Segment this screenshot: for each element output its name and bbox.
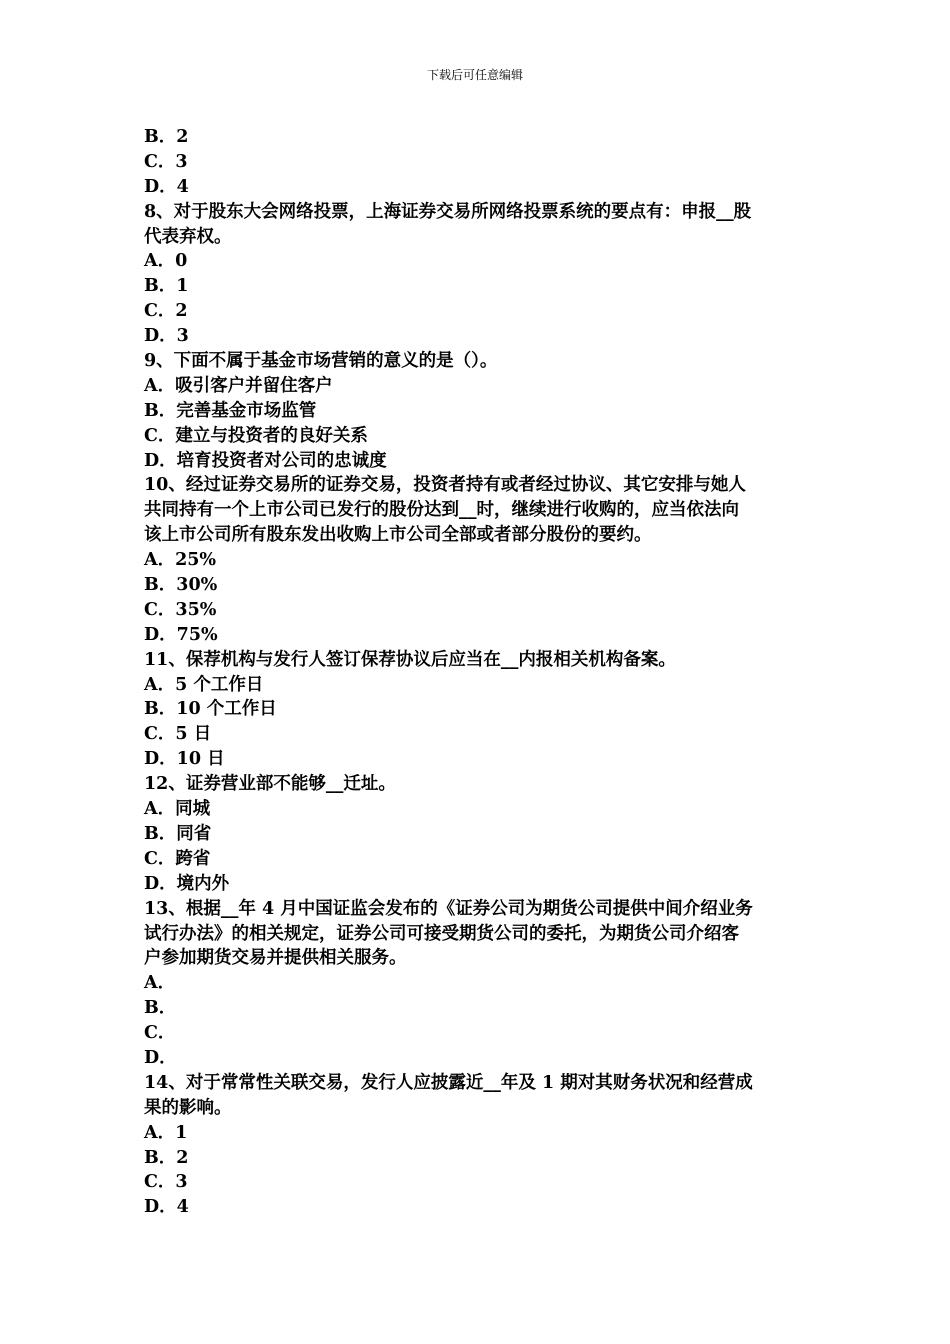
document-body <box>144 125 810 1220</box>
option-item: B．1 <box>144 276 189 297</box>
question-text: 9、下面不属于基金市场营销的意义的是（）。 <box>144 351 498 372</box>
option-item: B．10 个工作日 <box>144 699 277 720</box>
question-13 <box>144 897 810 1071</box>
question-text: 代表弃权。 <box>144 226 232 247</box>
option-item: C．5 日 <box>144 724 212 745</box>
option-item: D．3 <box>144 326 189 347</box>
question-10 <box>144 473 810 647</box>
question-text: 10、经过证券交易所的证券交易，投资者持有或者经过协议、其它安排与她人 <box>144 475 746 496</box>
option-item: B． <box>144 998 177 1019</box>
option-item: D． <box>144 1047 177 1068</box>
question-11 <box>144 648 810 772</box>
question-text: 该上市公司所有股东发出收购上市公司全部或者部分股份的要约。 <box>144 525 652 546</box>
option-item: C． <box>144 1023 176 1044</box>
option-item: A．吸引客户并留住客户 <box>144 375 333 396</box>
question-text: 果的影响。 <box>144 1097 232 1118</box>
question-12 <box>144 772 810 896</box>
question-text: 12、证券营业部不能够__迁址。 <box>144 774 396 795</box>
question-text: 户参加期货交易并提供相关服务。 <box>144 948 407 969</box>
option-item: C．建立与投资者的良好关系 <box>144 425 368 446</box>
option-item: B．同省 <box>144 823 212 844</box>
question-14 <box>144 1071 810 1220</box>
option-item: B．2 <box>144 127 189 147</box>
option-item: D．4 <box>144 1197 189 1218</box>
option-item: B．2 <box>144 1147 189 1168</box>
question-text: 11、保荐机构与发行人签订保荐协议后应当在__内报相关机构备案。 <box>144 649 676 670</box>
question-8 <box>144 200 810 349</box>
option-item: C．3 <box>144 1172 188 1193</box>
question-text: 共同持有一个上市公司已发行的股份达到__时，继续进行收购的，应当依法向 <box>144 500 739 521</box>
option-item: B．完善基金市场监管 <box>144 400 317 421</box>
question-9 <box>144 349 810 473</box>
option-item: C．3 <box>144 151 188 172</box>
option-item: D．培育投资者对公司的忠诚度 <box>144 450 387 471</box>
option-item: A．同城 <box>144 799 211 820</box>
option-item: A．0 <box>144 251 188 272</box>
question-text: 13、根据__年 4 月中国证监会发布的《证券公司为期货公司提供中间介绍业务 <box>144 898 753 919</box>
option-item: D．75% <box>144 624 218 645</box>
option-item: A．5 个工作日 <box>144 674 264 695</box>
page-header: 下载后可任意编辑 <box>426 68 523 82</box>
question-text: 14、对于常常性关联交易，发行人应披露近__年及 1 期对其财务状况和经营成 <box>144 1072 753 1093</box>
option-item: C．跨省 <box>144 848 211 869</box>
option-item: C．2 <box>144 301 188 322</box>
option-item: D．4 <box>144 176 189 197</box>
option-item: B．30% <box>144 575 218 596</box>
question-text: 试行办法》的相关规定，证券公司可接受期货公司的委托，为期货公司介绍客 <box>144 923 739 944</box>
option-item: D．10 日 <box>144 749 225 770</box>
option-item: A． <box>144 973 176 994</box>
option-item: A．25% <box>144 550 217 571</box>
option-item: D．境内外 <box>144 873 230 894</box>
option-item: A．1 <box>144 1122 188 1143</box>
question-text: 8、对于股东大会网络投票，上海证券交易所网络投票系统的要点有：申报__股 <box>144 201 752 222</box>
option-item: C．35% <box>144 599 217 620</box>
